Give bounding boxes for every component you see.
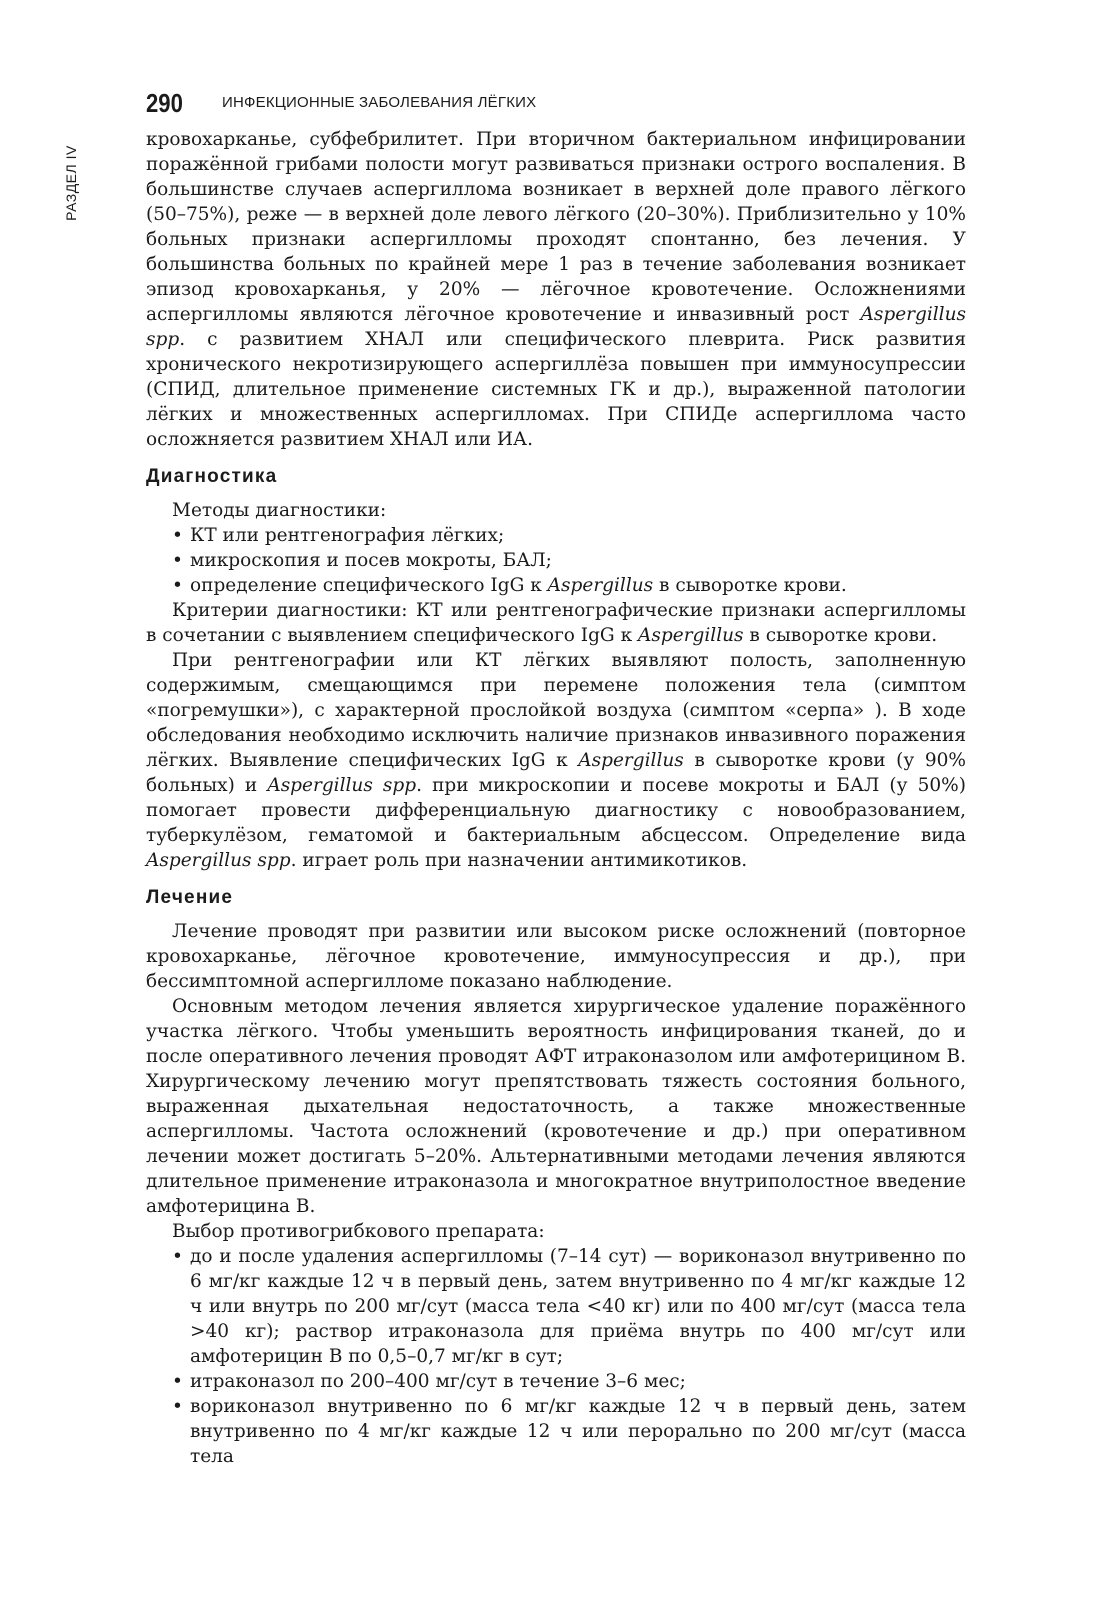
list-item-text: КТ или рентгенография лёгких; <box>190 525 505 546</box>
page-number: 290 <box>146 88 183 118</box>
list-item: • до и после удаления аспергилломы (7–14 сут) — вориконазол внутривенно по 6 мг/кг каждые 12 ч в первый день, затем внутривенно по 4 мг/кг каждые 12 ч или внутрь по 200 мг/сут (масса тела <40 кг) или по 400 мг/сут (масса тела >40 кг); раствор итраконазола для приёма внутрь по 400 мг/сут или амфотерицин В по 0,5–0,7 мг/кг в сут; <box>172 1244 966 1369</box>
list-item <box>172 573 966 598</box>
list-item-text: в сыворотке крови. <box>653 575 847 596</box>
section-side-tab <box>56 138 86 228</box>
treatment-paragraph-2: Основным методом лечения является хирургическое удаление поражённого участка лёгкого. Чтобы уменьшить вероятность инфицирования тканей, до и после оперативного лечения проводят АФТ итраконазолом или амфотерицином В. Хирургическому лечению могут препятствовать тяжесть состояния больного, выраженная дыхательная недостаточность, а также множественные аспергилломы. Частота осложнений (кровотечение и др.) при оперативном лечении может достигать 5–20%. Альтернативными методами лечения являются длительное применение итраконазола и многократное внутриполостное введение амфотерицина В. <box>146 996 966 1217</box>
criteria-text: Критерии диагностики: КТ или рентгенографические признаки аспергилломы в сочетании с выявлением специфического IgG к <box>146 600 966 646</box>
treatment-heading: Лечение <box>146 887 234 908</box>
imaging-text: При рентгенографии или КТ лёгких выявляют полость, заполненную содержимым, смещающимся при перемене положения тела (симптом «погремушки»), с характерной прослойкой воздуха (симптом «серпа» ). В ходе обследования необходимо исключить наличие признаков инвазивного поражения лёгких. Выявление специфических IgG к <box>146 650 966 771</box>
list-item <box>172 523 966 548</box>
list-item-text: микроскопия и посев мокроты, БАЛ; <box>190 550 552 571</box>
page-body <box>146 127 966 1469</box>
diagnostics-criteria <box>146 598 966 648</box>
intro-species: Aspergillus spp <box>146 304 966 350</box>
list-item-species: Aspergillus <box>547 575 654 596</box>
intro-text-1: кровохарканье, субфебрилитет. При вторичном бактериальном инфицировании поражённой грибами полости могут развиваться признаки острого воспаления. В большинстве случаев аспергиллома возникает в верхней доле правого лёгкого (50–75%), реже — в верхней доле левого лёгкого (20–30%). Приблизительно у 10% больных признаки аспергилломы проходят спонтанно, без лечения. У большинства больных по крайней мере 1 раз в течение заболевания возникает эпизод кровохарканья, у 20% — лёгочное кровотечение. Осложнениями аспергилломы являются лёгочное кровотечение и инвазивный рост <box>146 129 966 325</box>
list-item: • вориконазол внутривенно по 6 мг/кг каждые 12 ч в первый день, затем внутривенно по 4 мг/кг каждые 12 ч или перорально по 200 мг/сут (масса тела <box>172 1394 966 1469</box>
drug-choice-intro: Выбор противогрибкового препарата: <box>172 1221 545 1242</box>
drug-choice-list <box>146 1244 966 1469</box>
list-item <box>172 548 966 573</box>
criteria-species: Aspergillus <box>638 625 744 646</box>
intro-paragraph <box>146 127 966 452</box>
treatment-paragraph-1: Лечение проводят при развитии или высоком риске осложнений (повторное кровохарканье, лёгочное кровотечение, иммуносупрессия и др.), при бессимптомной аспергилломе показано наблюдение. <box>146 921 966 992</box>
list-item: • итраконазол по 200–400 мг/сут в течение 3–6 мес; <box>172 1369 966 1394</box>
diagnostics-imaging <box>146 648 966 873</box>
diagnostics-methods-list <box>146 523 966 598</box>
list-item-text: определение специфического IgG к <box>190 575 548 596</box>
diagnostics-heading: Диагностика <box>146 466 278 487</box>
section-side-tab-label: РАЗДЕЛ IV <box>63 145 79 221</box>
intro-text-2: . с развитием ХНАЛ или специфического плеврита. Риск развития хронического некротизирующего аспергиллёза повышен при иммуносупрессии (СПИД, длительное применение системных ГК и др.), выраженной патологии лёгких и множественных аспергилломах. При СПИДе аспергиллома часто осложняется развитием ХНАЛ или ИА. <box>146 329 966 450</box>
imaging-text: . при микроскопии и посеве мокроты и БАЛ (у 50%) помогает провести дифференциальную диагностику с новообразованием, туберкулёзом, гематомой и бактериальным абсцессом. Определение вида <box>146 775 966 846</box>
imaging-text: . играет роль при назначении антимикотиков. <box>290 850 748 871</box>
imaging-species: Aspergillus spp <box>267 775 417 796</box>
running-title: ИНФЕКЦИОННЫЕ ЗАБОЛЕВАНИЯ ЛЁГКИХ <box>222 94 537 111</box>
imaging-species: Aspergillus spp <box>146 850 291 871</box>
imaging-text: в сыворотке крови (у 90% больных) и <box>146 750 966 796</box>
imaging-species: Aspergillus <box>578 750 684 771</box>
criteria-text: в сыворотке крови. <box>743 625 938 646</box>
page-header <box>146 88 966 122</box>
diagnostics-methods-intro: Методы диагностики: <box>172 500 387 521</box>
